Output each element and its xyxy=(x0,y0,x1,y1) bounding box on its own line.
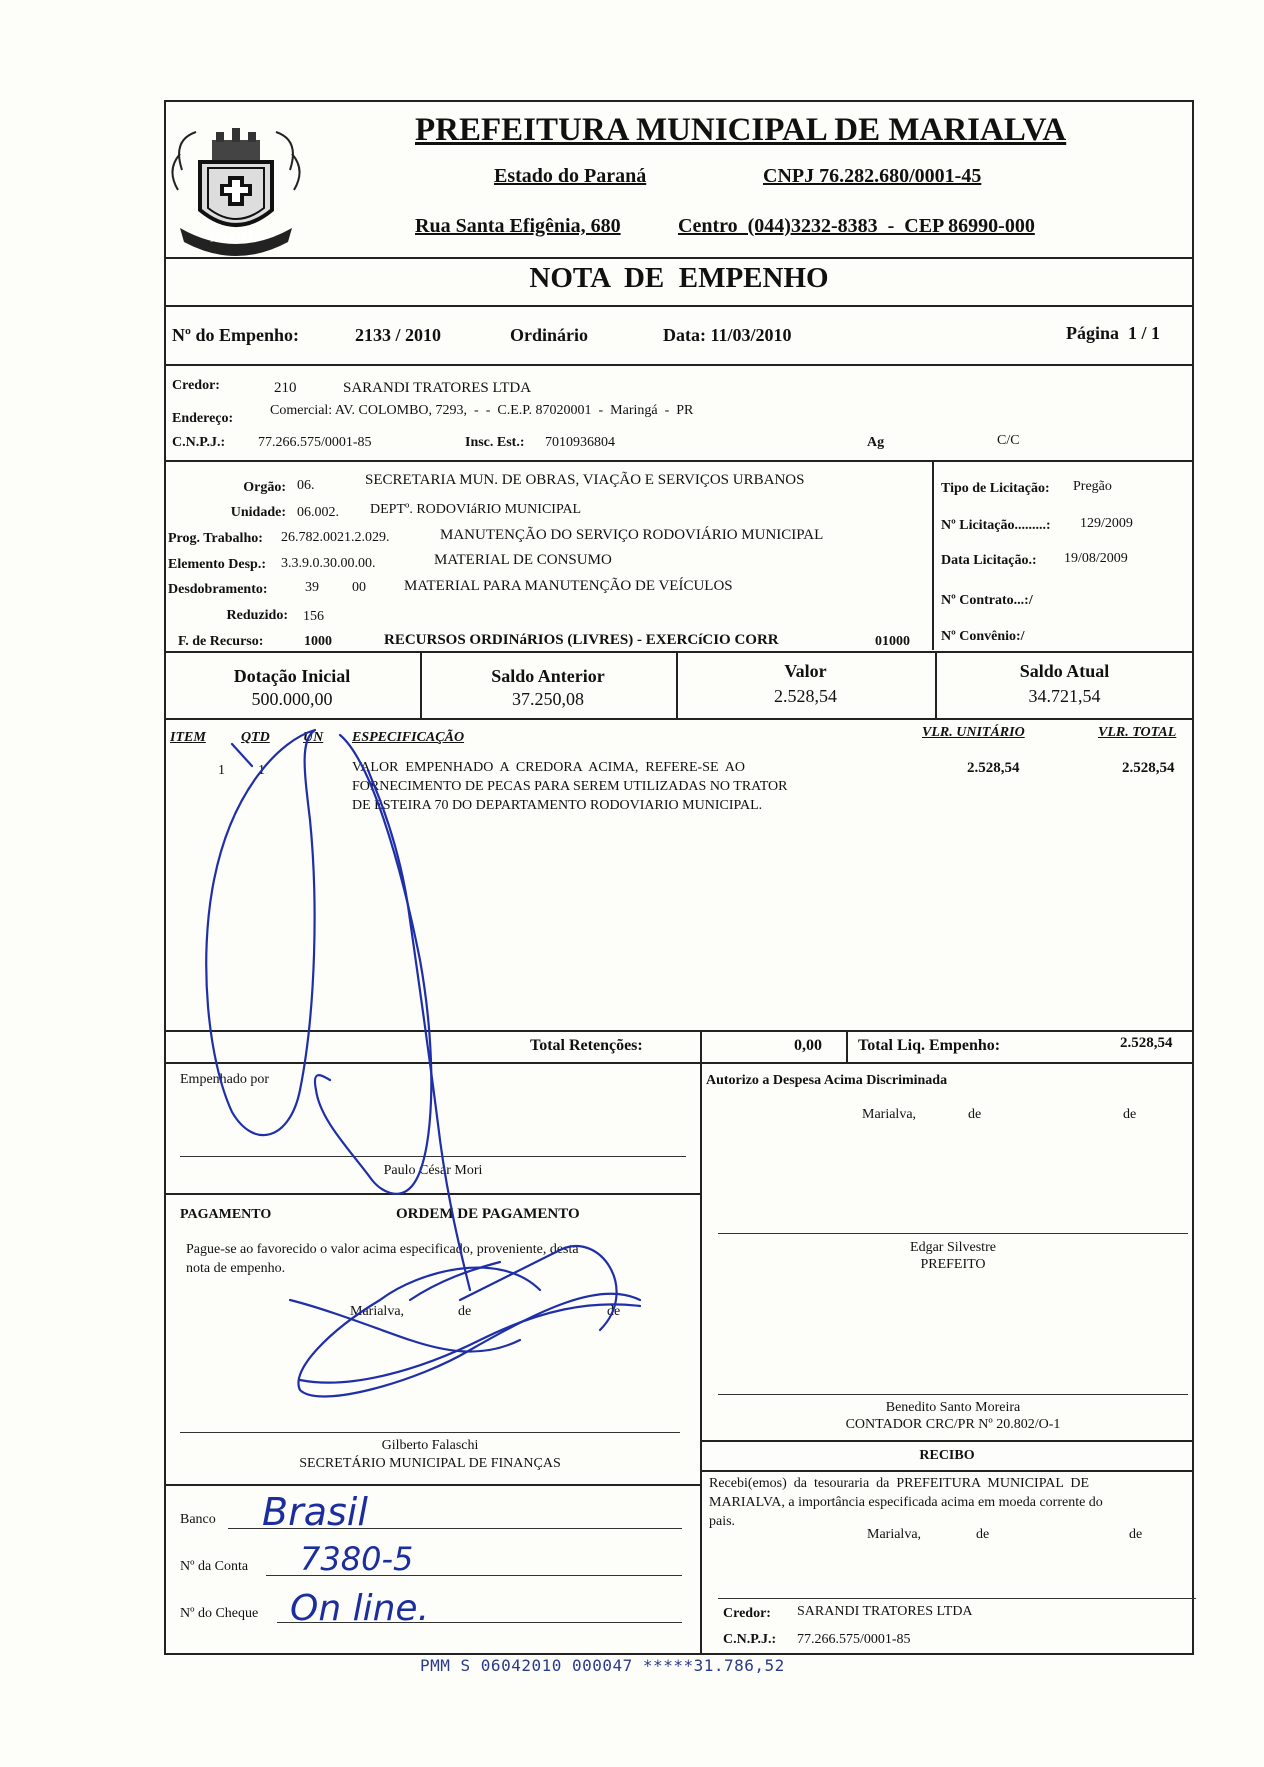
saldo-atual-label: Saldo Atual xyxy=(1019,661,1110,681)
recibo-title: RECIBO xyxy=(919,1448,975,1463)
desd-desc: MATERIAL PARA MANUTENÇÃO DE VEÍCULOS xyxy=(404,578,733,594)
prog-code: 26.782.0021.2.029. xyxy=(281,530,390,545)
licitacao-numero-value: 129/2009 xyxy=(1080,516,1133,531)
dotacao-inicial-value: 500.000,00 xyxy=(251,689,333,709)
col-especificacao: ESPECIFICAÇÃO xyxy=(352,730,465,745)
crest-ribbon-text: MARIALVA xyxy=(209,229,270,245)
pagamento-marialva: Marialva, xyxy=(350,1304,405,1319)
secretario-name: Gilberto Falaschi xyxy=(381,1438,479,1453)
total-liquido-label: Total Liq. Empenho: xyxy=(858,1037,1001,1054)
recibo-marialva: Marialva, xyxy=(867,1527,922,1542)
insc-value: 7010936804 xyxy=(545,435,615,450)
saldo-atual-value: 34.721,54 xyxy=(1028,686,1101,706)
orgao-label: Orgão: xyxy=(243,480,286,495)
desd-label: Desdobramento: xyxy=(168,582,268,597)
empenho-label: Nº do Empenho: xyxy=(172,325,299,345)
elem-desc: MATERIAL DE CONSUMO xyxy=(434,552,612,568)
valor-label: Valor xyxy=(784,661,827,681)
document-title: NOTA DE EMPENHO xyxy=(529,262,829,294)
credor-label: Credor: xyxy=(172,378,220,393)
recibo-credor-value: SARANDI TRATORES LTDA xyxy=(797,1604,973,1619)
credor-code: 210 xyxy=(274,380,297,396)
prefeito-name: Edgar Silvestre xyxy=(910,1240,996,1255)
unidade-desc: DEPTº. RODOVIáRIO MUNICIPAL xyxy=(370,502,582,517)
header-street: Rua Santa Efigênia, 680 xyxy=(415,215,621,237)
header-address: Centro (044)3232-8383 - CEP 86990-000 xyxy=(678,215,1035,237)
pague-text-1: Pague-se ao favorecido o valor acima especificado, proveniente, desta xyxy=(186,1242,579,1257)
empenho-number: 2133 / 2010 xyxy=(355,325,442,345)
cnpj-label: C.N.P.J.: xyxy=(172,435,226,450)
pague-text-2: nota de empenho. xyxy=(186,1261,286,1276)
fonte-desc: RECURSOS ORDINáRIOS (LIVRES) - EXERCíCIO CORR xyxy=(384,632,779,648)
insc-label: Insc. Est.: xyxy=(465,435,525,450)
fonte-code: 1000 xyxy=(304,634,332,649)
licitacao-convenio: Nº Convênio:/ xyxy=(941,629,1025,644)
licitacao-contrato: Nº Contrato...:/ xyxy=(941,593,1033,608)
secretario-title: SECRETÁRIO MUNICIPAL DE FINANÇAS xyxy=(299,1456,561,1471)
recibo-credor-label: Credor: xyxy=(723,1606,771,1621)
page-number: Página 1 / 1 xyxy=(1066,323,1161,343)
valor-value: 2.528,54 xyxy=(774,686,837,706)
cc-label: C/C xyxy=(997,433,1020,448)
reduz-label: Reduzido: xyxy=(226,608,288,623)
banco-label: Banco xyxy=(180,1512,216,1527)
pagamento-label: PAGAMENTO xyxy=(180,1207,272,1222)
orgao-code: 06. xyxy=(297,478,315,493)
recibo-text-1: Recebi(emos) da tesouraria da PREFEITURA MUNICIPAL DE xyxy=(709,1476,1090,1491)
bank-stamp: PMM S 06042010 000047 *****31.786,52 xyxy=(420,1656,785,1675)
autorizo-de-2: de xyxy=(1123,1107,1137,1122)
prefeito-title: PREFEITO xyxy=(920,1257,986,1272)
desd-code1: 39 xyxy=(305,580,319,595)
licitacao-data-value: 19/08/2009 xyxy=(1064,551,1128,566)
col-vlr-total: VLR. TOTAL xyxy=(1098,725,1177,740)
licitacao-numero-label: Nº Licitação.........: xyxy=(941,518,1051,533)
row-qtd: 1 xyxy=(258,763,265,778)
ag-label: Ag xyxy=(867,435,885,450)
total-liquido-value: 2.528,54 xyxy=(1120,1035,1173,1051)
orgao-desc: SECRETARIA MUN. DE OBRAS, VIAÇÃO E SERVIÇOS URBANOS xyxy=(365,472,805,488)
elem-label: Elemento Desp.: xyxy=(168,557,266,572)
empenhado-name: Paulo César Mori xyxy=(383,1163,483,1178)
desd-code2: 00 xyxy=(352,580,366,595)
empenhado-por-label: Empenhado por xyxy=(180,1072,270,1087)
row-vlr-unitario: 2.528,54 xyxy=(967,760,1020,776)
licitacao-data-label: Data Licitação.: xyxy=(941,553,1037,568)
unidade-code: 06.002. xyxy=(297,505,339,520)
header-state: Estado do Paraná xyxy=(494,165,647,187)
pagamento-de-1: de xyxy=(458,1304,472,1319)
cnpj-value: 77.266.575/0001-85 xyxy=(258,435,372,450)
empenho-type: Ordinário xyxy=(510,325,589,345)
col-un: UN xyxy=(303,730,324,745)
total-retencoes-label: Total Retenções: xyxy=(530,1037,643,1054)
pagamento-de-2: de xyxy=(607,1304,621,1319)
empenho-date: Data: 11/03/2010 xyxy=(663,325,792,345)
licitacao-tipo-label: Tipo de Licitação: xyxy=(941,481,1050,496)
header-cnpj: CNPJ 76.282.680/0001-45 xyxy=(763,165,982,187)
conta-label: Nº da Conta xyxy=(180,1559,249,1574)
row-item: 1 xyxy=(218,763,225,778)
recibo-de-2: de xyxy=(1129,1527,1143,1542)
saldo-anterior-value: 37.250,08 xyxy=(512,689,584,709)
elem-code: 3.3.9.0.30.00.00. xyxy=(281,556,376,571)
recibo-cnpj-value: 77.266.575/0001-85 xyxy=(797,1632,911,1647)
col-item: ITEM xyxy=(170,730,206,745)
contador-name: Benedito Santo Moreira xyxy=(885,1400,1021,1415)
recibo-cnpj-label: C.N.P.J.: xyxy=(723,1632,777,1647)
prog-desc: MANUTENÇÃO DO SERVIÇO RODOVIÁRIO MUNICIPAL xyxy=(440,527,824,543)
recibo-text-2: MARIALVA, a importância especificada acima em moeda corrente do xyxy=(709,1495,1103,1510)
autorizo-marialva: Marialva, xyxy=(862,1107,917,1122)
cheque-label: Nº do Cheque xyxy=(180,1606,259,1621)
conta-handwritten: 7380-5 xyxy=(300,1540,414,1578)
row-desc-line2: FORNECIMENTO DE PECAS PARA SEREM UTILIZADAS NO TRATOR xyxy=(352,779,788,794)
recibo-de-1: de xyxy=(976,1527,990,1542)
total-retencoes-value: 0,00 xyxy=(794,1037,822,1054)
autorizo-de-1: de xyxy=(968,1107,982,1122)
endereco-label: Endereço: xyxy=(172,411,234,426)
recibo-text-3: pais. xyxy=(709,1514,736,1529)
dotacao-inicial-label: Dotação Inicial xyxy=(233,666,351,686)
credor-name: SARANDI TRATORES LTDA xyxy=(343,380,532,396)
col-vlr-unitario: VLR. UNITÁRIO xyxy=(922,725,1025,740)
fonte-code2: 01000 xyxy=(875,634,910,649)
saldo-anterior-label: Saldo Anterior xyxy=(491,666,605,686)
banco-handwritten: Brasil xyxy=(262,1490,368,1534)
fonte-label: F. de Recurso: xyxy=(178,634,264,649)
ordem-pagamento-label: ORDEM DE PAGAMENTO xyxy=(396,1206,580,1222)
unidade-label: Unidade: xyxy=(230,505,286,520)
row-vlr-total: 2.528,54 xyxy=(1122,760,1175,776)
contador-title: CONTADOR CRC/PR Nº 20.802/O-1 xyxy=(845,1417,1061,1432)
cheque-handwritten: On line. xyxy=(290,1588,430,1629)
endereco-value: Comercial: AV. COLOMBO, 7293, - - C.E.P. 87020001 - Maringá - PR xyxy=(270,403,694,418)
page-title: PREFEITURA MUNICIPAL DE MARIALVA xyxy=(415,112,1067,148)
col-qtd: QTD xyxy=(241,730,270,745)
prog-label: Prog. Trabalho: xyxy=(168,531,263,546)
row-desc-line3: DE ESTEIRA 70 DO DEPARTAMENTO RODOVIARIO MUNICIPAL. xyxy=(352,798,763,813)
reduz-code: 156 xyxy=(303,609,324,624)
autorizo-label: Autorizo a Despesa Acima Discriminada xyxy=(706,1073,948,1088)
row-desc-line1: VALOR EMPENHADO A CREDORA ACIMA, REFERE-SE AO xyxy=(352,760,745,775)
licitacao-tipo-value: Pregão xyxy=(1073,479,1112,494)
